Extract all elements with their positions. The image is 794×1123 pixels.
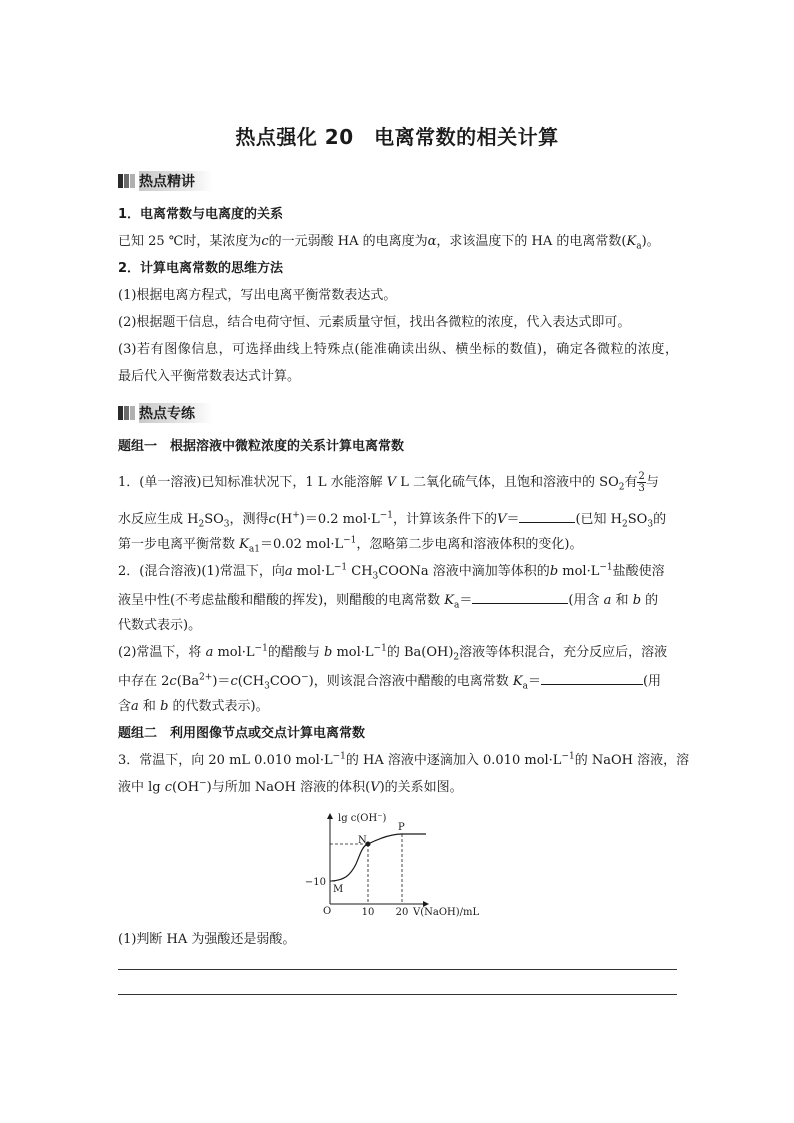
question-1-line3: 第一步电离平衡常数 $K_{a1}=0.02$ $mol\cdot L^{-1}$，忽略第二步电离和溶液体积的变化)。	[118, 535, 583, 555]
titration-curve	[332, 834, 426, 881]
section-marker-icon	[118, 174, 135, 188]
page-title: 热点强化 20 电离常数的相关计算	[235, 125, 559, 149]
question-3-sub1: (1)判断 HA 为强酸还是弱酸。	[118, 932, 296, 947]
question-1-line2: 水反应生成 $H_2SO_3$，测得c(H+)＝0.2 $mol\cdot L^{-1}$，计算该条件下的V＝ (已知 $H_2SO_3$的	[118, 508, 678, 530]
section-marker-icon	[118, 406, 135, 420]
x-axis-label: V(NaOH)/mL	[413, 907, 480, 918]
origin-label: O	[323, 906, 332, 917]
question-3-line1: 3．常温下，向 20 mL 0.010 $mol\cdot L^{-1}$的 HA 溶液中逐滴加入 0.010 $mol\cdot L^{-1}$的 NaOH 溶液，溶	[118, 751, 690, 768]
question-2-line6: 含a 和 b 的代数式表示)。	[118, 699, 269, 714]
question-2-line3: 代数式表示)。	[118, 618, 202, 633]
answer-blank[interactable]	[519, 508, 575, 523]
y-axis-label: lg c(OH⁻)	[338, 813, 387, 824]
answer-line-1[interactable]	[118, 969, 677, 970]
section-header-explain	[118, 171, 213, 191]
question-2-line2: 液呈中性(不考虑盐酸和醋酸的挥发)，则醋酸的电离常数 $K_a=$ (用含 a 和 b 的	[118, 589, 678, 611]
question-3-line2: 液中 lg c(OH−)与所加 NaOH 溶液的体积(V)的关系如图。	[118, 778, 463, 795]
section-label: 热点专练	[139, 403, 213, 423]
question-2-line5: 中存在 $2c(Ba^{2+})=c(CH_3COO^-)$，则该混合溶液中醋酸的电离常数 $K_a=$ (用	[118, 670, 678, 692]
x-tick-label-10: 10	[361, 907, 375, 918]
method-3-line1: (3)若有图像信息，可选择曲线上特殊点(能准确读出纵、横坐标的数值)，确定各微粒的浓度，	[118, 342, 678, 357]
paragraph-relation: 已知 25 ℃时，某浓度为c的一元弱酸 HA 的电离度为α，求该温度下的 HA 的电离常数$(K_a)$。	[118, 234, 660, 252]
point-m-label: M	[333, 884, 344, 895]
group-2-heading: 题组二 利用图像节点或交点计算电离常数	[118, 726, 366, 741]
section-label: 热点精讲	[139, 171, 213, 191]
section-header-practice	[118, 403, 213, 423]
answer-blank[interactable]	[472, 589, 568, 604]
fraction: $\frac{2}{3}$	[638, 471, 645, 494]
y-tick-label: −10	[304, 877, 326, 888]
titration-graph	[300, 808, 500, 923]
heading-method: 2．计算电离常数的思维方法	[118, 261, 284, 276]
group-1-heading: 题组一 根据溶液中微粒浓度的关系计算电离常数	[118, 439, 405, 454]
method-1: (1)根据电离方程式，写出电离平衡常数表达式。	[118, 288, 397, 303]
method-2: (2)根据题干信息，结合电荷守恒、元素质量守恒，找出各微粒的浓度，代入表达式即可。	[118, 315, 631, 330]
heading-relation: 1．电离常数与电离度的关系	[118, 207, 284, 222]
answer-blank[interactable]	[541, 670, 643, 685]
point-p-label: P	[398, 822, 405, 833]
question-1-line1: 1．(单一溶液)已知标准状况下，1 L 水能溶解 V L 二氧化硫气体，且饱和溶液中的 $SO_2$有 $\frac{2}{3}$ 与	[118, 471, 659, 494]
method-3-line2: 最后代入平衡常数表达式计算。	[118, 369, 301, 384]
question-2-line4: (2)常温下，将 a $mol\cdot L^{-1}$的醋酸与 b $mol\cdot L^{-1}$的 $Ba(OH)_2$溶液等体积混合，充分反应后，溶液	[118, 643, 668, 663]
x-tick-label-20: 20	[395, 907, 409, 918]
point-n-label: N	[358, 835, 367, 846]
answer-line-2[interactable]	[118, 994, 677, 995]
question-2-line1: 2．(混合溶液)(1)常温下，向a $mol\cdot L^{-1}$ $CH_3COONa$ 溶液中滴加等体积的b $mol\cdot L^{-1}$盐酸使溶	[118, 562, 665, 582]
